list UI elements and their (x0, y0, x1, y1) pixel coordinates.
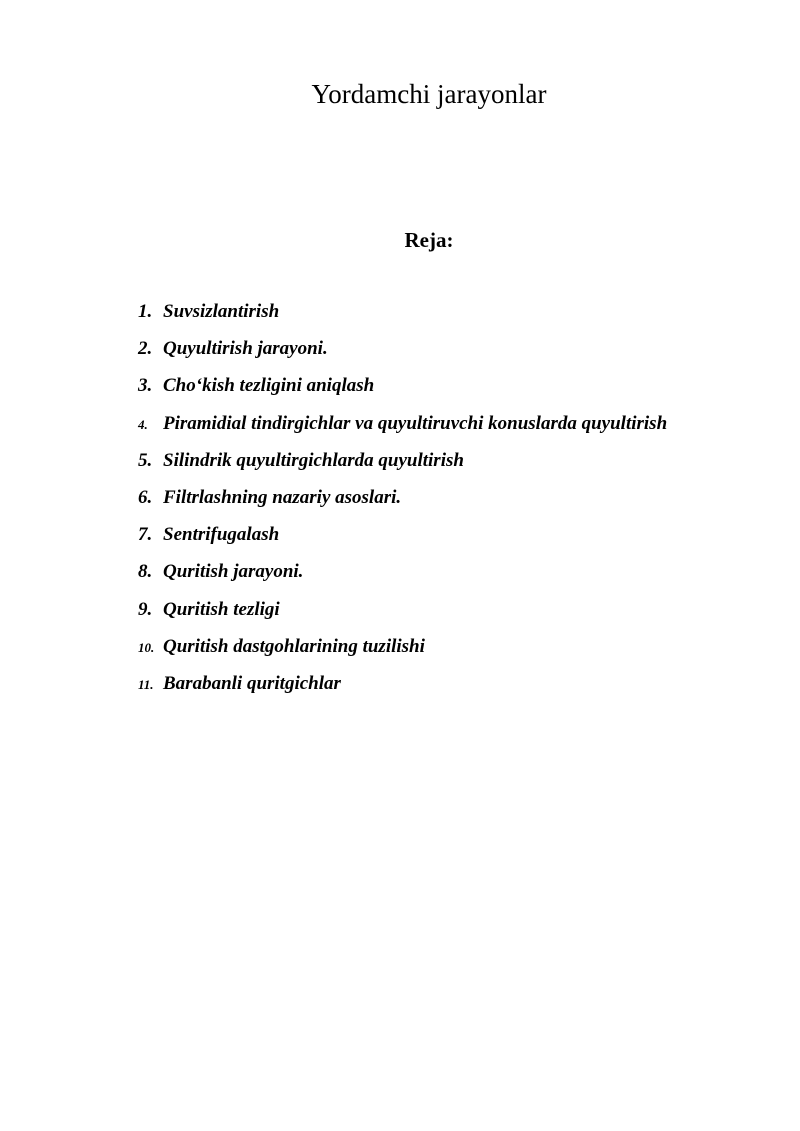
plan-heading: Reja: (404, 228, 454, 252)
list-item-number: 1. (138, 301, 153, 322)
list-item (138, 558, 667, 595)
list-item-text: Barabanli quritgichlar (163, 672, 341, 694)
list-item-number: 7. (138, 524, 153, 546)
list-item-text: Piramidial tindirgichlar va quyultiruvchi konuslarda quyultirish (163, 412, 668, 434)
list-item (138, 633, 667, 670)
list-item-text: Quritish dastgohlarining tuzilishi (163, 635, 425, 657)
list-item-text: Suvsizlantirish (163, 301, 280, 322)
list-item (138, 335, 667, 372)
plan-list (138, 298, 667, 707)
list-item-number: 10. (138, 639, 155, 655)
list-item-number: 3. (138, 375, 153, 397)
list-item-text: Sentrifugalash (163, 524, 280, 546)
list-item (138, 596, 667, 633)
list-item-text: Cho‘kish tezligini aniqlash (163, 375, 375, 397)
document-title: Yordamchi jarayonlar (311, 79, 547, 109)
list-item (138, 447, 667, 484)
list-item (138, 372, 667, 409)
list-item-text: Quritish jarayoni. (163, 561, 304, 583)
list-item (138, 298, 667, 335)
list-item-text: Filtrlashning nazariy asoslari. (163, 486, 402, 508)
list-item (138, 670, 667, 707)
list-item-number: 9. (138, 598, 153, 620)
list-item-number: 6. (138, 486, 153, 508)
list-item-number: 5. (138, 449, 153, 471)
list-item-number: 11. (138, 676, 154, 692)
list-item (138, 410, 667, 447)
list-item-number: 8. (138, 561, 153, 583)
list-item (138, 521, 667, 558)
list-item-number: 2. (138, 338, 153, 360)
list-item-number: 4. (138, 416, 148, 432)
list-item-text: Quyultirish jarayoni. (163, 338, 328, 360)
list-item-text: Silindrik quyultirgichlarda quyultirish (163, 449, 464, 471)
list-item-text: Quritish tezligi (163, 598, 280, 620)
list-item (138, 484, 667, 521)
